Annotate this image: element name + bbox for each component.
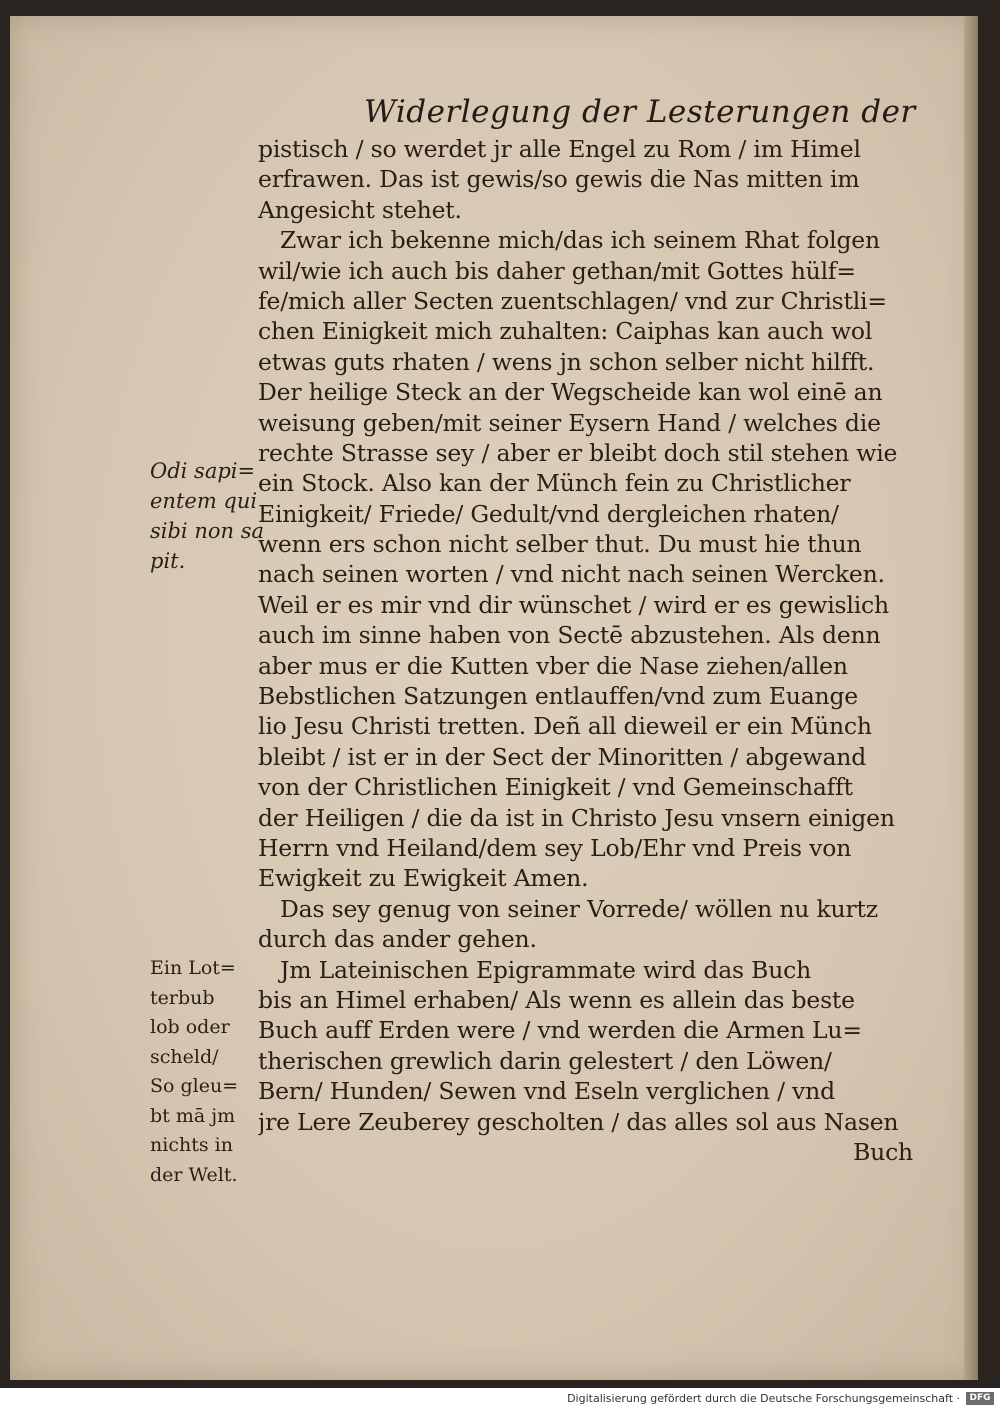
text-line: Zwar ich bekenne mich/das ich seinem Rhat folgen xyxy=(280,226,880,255)
body-text xyxy=(258,134,913,1167)
text-line: aber mus er die Kutten vber die Nase ziehen/allen xyxy=(258,651,848,680)
margin-note-latin xyxy=(150,456,264,576)
text-line: ein Stock. Also kan der Münch fein zu Christlicher xyxy=(258,469,851,498)
text-line: weisung geben/mit seiner Eysern Hand / welches die xyxy=(258,408,881,437)
text-line: lio Jesu Christi tretten. Deñ all dieweil er ein Münch xyxy=(258,712,872,741)
text-line: wil/wie ich auch bis daher gethan/mit Gottes hülf= xyxy=(258,256,856,285)
text-line: auch im sinne haben von Sectē abzustehen. Als denn xyxy=(258,621,881,650)
footer-bar xyxy=(0,1388,1000,1408)
text-line: jre Lere Zeuberey gescholten / das alles sol aus Nasen xyxy=(258,1107,899,1136)
margin-line: So gleu= xyxy=(150,1075,239,1097)
page-edge xyxy=(964,16,978,1380)
margin-line: pit. xyxy=(150,549,186,573)
margin-line: nichts in xyxy=(150,1134,233,1156)
text-line: wenn ers schon nicht selber thut. Du must hie thun xyxy=(258,530,862,559)
text-line: pistisch / so werdet jr alle Engel zu Rom / im Himel xyxy=(258,135,861,163)
text-line: therischen grewlich darin gelestert / den Löwen/ xyxy=(258,1046,832,1075)
text-line: Der heilige Steck an der Wegscheide kan wol einē an xyxy=(258,378,883,407)
text-line: Einigkeit/ Friede/ Gedult/vnd dergleichen rhaten/ xyxy=(258,499,839,528)
catchword: Buch xyxy=(853,1137,913,1166)
margin-note-german xyxy=(150,954,238,1190)
text-line: rechte Strasse sey / aber er bleibt doch stil stehen wie xyxy=(258,438,898,467)
text-line: Jm Lateinischen Epigrammate wird das Buch xyxy=(280,955,812,984)
text-line: Ewigkeit zu Ewigkeit Amen. xyxy=(258,864,589,893)
text-line: Das sey genug von seiner Vorrede/ wöllen nu kurtz xyxy=(280,894,878,923)
text-line: bleibt / ist er in der Sect der Minoritten / abgewand xyxy=(258,742,867,771)
text-line: durch das ander gehen. xyxy=(258,925,537,954)
margin-line: der Welt. xyxy=(150,1163,238,1186)
margin-line: scheld/ xyxy=(150,1045,219,1068)
text-line: von der Christlichen Einigkeit / vnd Gemeinschafft xyxy=(258,773,853,802)
text-line: Weil er es mir vnd dir wünschet / wird er es gewislich xyxy=(258,590,889,619)
margin-line: Ein Lot= xyxy=(150,957,236,979)
text-line: nach seinen worten / vnd nicht nach seinen Wercken. xyxy=(258,560,885,589)
text-line: Herrn vnd Heiland/dem sey Lob/Ehr vnd Preis von xyxy=(258,833,852,862)
text-line: Bern/ Hunden/ Sewen vnd Eseln verglichen / vnd xyxy=(258,1077,835,1106)
text-line: erfrawen. Das ist gewis/so gewis die Nas mitten im xyxy=(258,165,860,194)
text-line: fe/mich aller Secten zuentschlagen/ vnd zur Christli= xyxy=(258,286,887,315)
text-line: bis an Himel erhaben/ Als wenn es allein das beste xyxy=(258,985,855,1014)
text-line: der Heiligen / die da ist in Christo Jesu vnsern einigen xyxy=(258,803,895,832)
margin-line: Odi sapi= xyxy=(150,459,256,483)
text-line: Angesicht stehet. xyxy=(258,195,462,224)
running-head: Widerlegung der Lesterungen der xyxy=(364,94,916,130)
text-line: chen Einigkeit mich zuhalten: Caiphas kan auch wol xyxy=(258,317,873,346)
text-line: Buch auff Erden were / vnd werden die Armen Lu= xyxy=(258,1016,862,1045)
margin-line: bt mā jm xyxy=(150,1104,236,1127)
text-line: Bebstlichen Satzungen entlauffen/vnd zum Euange xyxy=(258,682,859,711)
dfg-logo-icon: DFG xyxy=(966,1392,994,1405)
funding-credit: Digitalisierung gefördert durch die Deutsche Forschungsgemeinschaft · xyxy=(567,1392,960,1405)
text-line: etwas guts rhaten / wens jn schon selber nicht hilfft. xyxy=(258,347,875,376)
margin-line: sibi non sa xyxy=(150,519,264,543)
margin-line: entem qui xyxy=(150,489,258,513)
margin-line: lob oder xyxy=(150,1016,230,1038)
margin-line: terbub xyxy=(150,986,215,1009)
